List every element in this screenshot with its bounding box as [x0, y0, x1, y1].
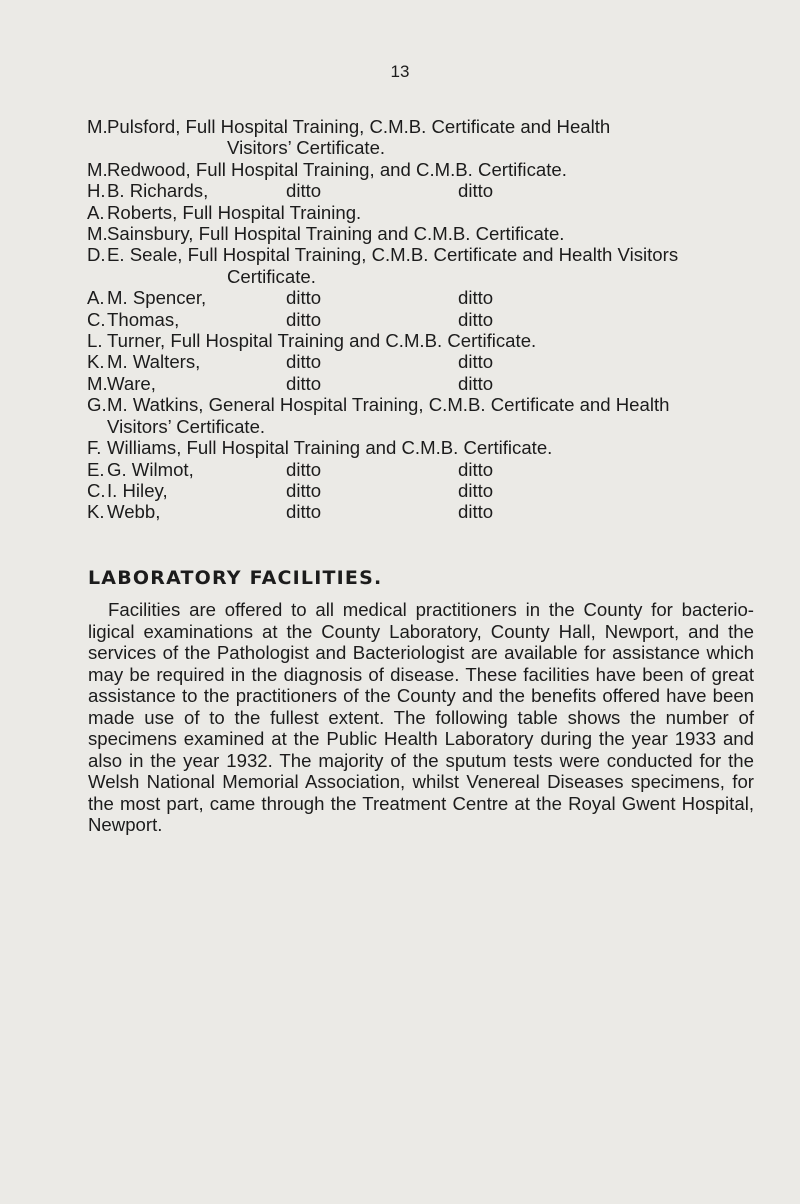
- staff-name-qualification: G. Wilmot,: [107, 458, 194, 480]
- staff-name-qualification: Pulsford, Full Hospital Training, C.M.B. Certificate and Health: [107, 116, 611, 137]
- staff-entry: [87, 202, 787, 223]
- staff-name-qualification: E. Seale, Full Hospital Training, C.M.B. Certificate and Health Visitors: [107, 244, 679, 266]
- ditto-mark: ditto: [458, 287, 494, 309]
- staff-entry: [87, 159, 787, 180]
- staff-name-qualification: Williams, Full Hospital Training and C.M.B. Certificate.: [107, 437, 553, 459]
- ditto-mark: ditto: [286, 458, 322, 480]
- staff-initial: D.: [87, 244, 106, 266]
- staff-name-qualification: Roberts, Full Hospital Training.: [107, 201, 362, 223]
- staff-initial: L.: [87, 330, 103, 352]
- staff-entry: [87, 480, 787, 501]
- staff-entry: [87, 459, 787, 480]
- staff-name-qualification: B. Richards,: [107, 180, 209, 202]
- staff-initial: E.: [87, 458, 105, 480]
- staff-initial: C.: [87, 308, 106, 330]
- staff-name-qualification: Sainsbury, Full Hospital Training and C.M.B. Certificate.: [107, 223, 565, 245]
- staff-entry: [87, 287, 787, 308]
- ditto-mark: ditto: [458, 308, 494, 330]
- staff-name-qualification: M. Watkins, General Hospital Training, C.M.B. Certificate and Health: [107, 394, 670, 416]
- ditto-mark: ditto: [286, 287, 322, 309]
- staff-name-qualification: I. Hiley,: [107, 479, 168, 501]
- staff-entry: [87, 180, 787, 201]
- staff-list: [87, 116, 787, 523]
- ditto-mark: ditto: [458, 501, 494, 523]
- staff-entry-continuation: Visitors’ Certificate.: [107, 415, 266, 437]
- ditto-mark: ditto: [458, 372, 494, 394]
- staff-entry-continuation: Certificate.: [227, 265, 316, 287]
- page-number: 13: [390, 62, 410, 81]
- staff-initial: M.: [87, 372, 108, 394]
- section-heading: LABORATORY FACILITIES.: [88, 567, 383, 589]
- staff-entry-continuation: Visitors’ Certificate.: [227, 137, 386, 159]
- staff-name-qualification: Thomas,: [107, 308, 180, 330]
- staff-initial: M.: [87, 158, 108, 180]
- body-paragraph: Facilities are offered to all medical practitioners in the County for bacterio-ligical examinations at the County Laboratory, County Hall, Newport, and the services of the Pathologist and Bacteriologist are available for assistance which may be required in the diagnosis of disease. These facilities have been of great assistance to the practitioners of the County and the benefits offered have been made use of to the fullest extent. The following table shows the number of specimens examined at the Public Health Laboratory during the year 1933 and also in the year 1932. The majority of the sputum tests were conducted for the Welsh National Memorial Association, whilst Venereal Diseases specimens, for the most part, came through the Treatment Centre at the Royal Gwent Hospital, Newport.: [88, 599, 754, 835]
- staff-entry: [87, 309, 787, 330]
- ditto-mark: ditto: [286, 308, 322, 330]
- staff-entry: [87, 244, 787, 265]
- staff-initial: C.: [87, 479, 106, 501]
- staff-entry: [87, 330, 787, 351]
- staff-name-qualification: M. Walters,: [107, 351, 201, 373]
- ditto-mark: ditto: [458, 479, 494, 501]
- ditto-mark: ditto: [458, 351, 494, 373]
- ditto-mark: ditto: [286, 501, 322, 523]
- staff-name-qualification: Redwood, Full Hospital Training, and C.M.B. Certificate.: [107, 158, 567, 180]
- staff-entry: [87, 351, 787, 372]
- staff-initial: K.: [87, 351, 105, 373]
- staff-initial: G.: [87, 394, 107, 416]
- staff-entry: [87, 394, 787, 415]
- staff-initial: M.: [87, 116, 108, 137]
- staff-name-qualification: Ware,: [107, 372, 156, 394]
- staff-initial: M.: [87, 223, 108, 245]
- staff-name-qualification: Turner, Full Hospital Training and C.M.B. Certificate.: [107, 330, 537, 352]
- staff-name-qualification: M. Spencer,: [107, 287, 207, 309]
- staff-initial: A.: [87, 201, 105, 223]
- ditto-mark: ditto: [286, 180, 322, 202]
- ditto-mark: ditto: [286, 372, 322, 394]
- staff-entry: [87, 373, 787, 394]
- staff-name-qualification: Webb,: [107, 501, 161, 523]
- ditto-mark: ditto: [286, 351, 322, 373]
- staff-initial: A.: [87, 287, 105, 309]
- staff-entry: [87, 501, 787, 522]
- staff-initial: F.: [87, 437, 102, 459]
- ditto-mark: ditto: [458, 458, 494, 480]
- staff-entry: [87, 223, 787, 244]
- staff-initial: H.: [87, 180, 106, 202]
- staff-initial: K.: [87, 501, 105, 523]
- ditto-mark: ditto: [458, 180, 494, 202]
- staff-entry: [87, 116, 787, 137]
- staff-entry: [87, 437, 787, 458]
- ditto-mark: ditto: [286, 479, 322, 501]
